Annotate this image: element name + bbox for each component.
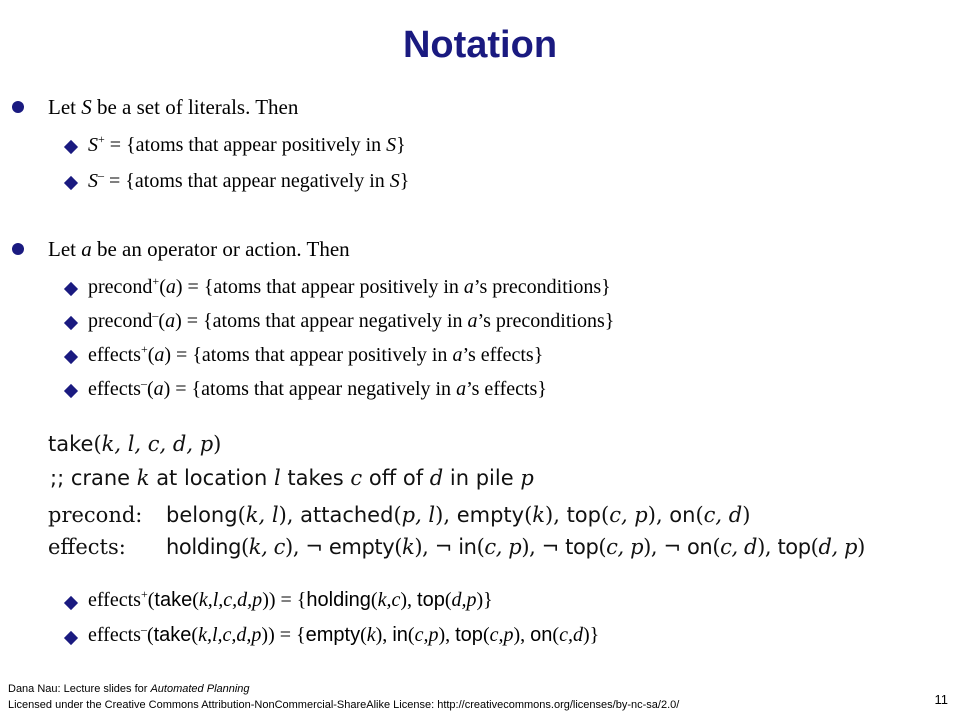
args: k bbox=[402, 535, 415, 559]
text-run: be an operator or action. Then bbox=[91, 237, 350, 261]
effects-minus-take bbox=[88, 624, 599, 647]
license-text: Licensed under the Creative Commons Attribution-NonCommercial-ShareAlike License: http://creativecommons.org/licenses/by-nc-sa/2.0/ bbox=[8, 699, 680, 711]
text-run: precond bbox=[88, 276, 153, 298]
text-run: ( bbox=[407, 624, 415, 646]
text-run: ), bbox=[513, 624, 531, 646]
var-a: a bbox=[463, 276, 474, 298]
text-run: effects bbox=[88, 344, 141, 366]
separator: ), bbox=[414, 535, 435, 559]
text-run: precond bbox=[88, 310, 153, 332]
text-run: ( bbox=[482, 624, 490, 646]
circle-bullet-icon bbox=[12, 243, 24, 255]
predicate: belong bbox=[166, 503, 238, 527]
separator: ), bbox=[647, 503, 670, 527]
diamond-bullet-icon bbox=[64, 316, 78, 330]
operator-params: k, l, c, d, p bbox=[101, 432, 214, 456]
var-a: a bbox=[467, 310, 478, 332]
predicate: holding bbox=[306, 589, 371, 611]
var-s: S bbox=[389, 170, 400, 192]
superscript: – bbox=[140, 622, 147, 636]
var: p bbox=[520, 466, 534, 490]
paren: ) bbox=[213, 432, 222, 456]
superscript: + bbox=[152, 274, 160, 288]
predicate: holding bbox=[166, 535, 241, 559]
predicate: empty bbox=[328, 535, 395, 559]
diamond-bullet-icon bbox=[64, 350, 78, 364]
separator: ), bbox=[643, 535, 664, 559]
text-run: ( bbox=[444, 589, 452, 611]
text-run: )) = { bbox=[261, 624, 306, 646]
superscript: – bbox=[152, 308, 159, 322]
precond-plus-definition bbox=[88, 276, 611, 299]
paren: ( bbox=[476, 535, 485, 559]
predicate: top bbox=[417, 589, 445, 611]
text-run: ( bbox=[192, 589, 199, 611]
comment-text: takes bbox=[280, 466, 351, 490]
var: l bbox=[273, 466, 281, 490]
text-run: ) = {atoms that appear negatively in bbox=[175, 310, 468, 332]
var-s: S bbox=[88, 134, 98, 156]
args: c, d bbox=[720, 535, 758, 559]
text-run: ( bbox=[159, 276, 166, 298]
var-a: a bbox=[154, 344, 165, 366]
var: c bbox=[350, 466, 363, 490]
book-title: Automated Planning bbox=[150, 683, 250, 695]
separator: ), bbox=[545, 503, 567, 527]
text-run: effects bbox=[88, 378, 141, 400]
superscript: + bbox=[140, 342, 148, 356]
comment-text: at location bbox=[149, 466, 274, 490]
args: k, l bbox=[245, 503, 279, 527]
footer-text: Dana Nau: Lecture slides for bbox=[8, 683, 151, 695]
diamond-bullet-icon bbox=[64, 140, 78, 154]
text-run: ) = {atoms that appear negatively in bbox=[163, 378, 457, 400]
text-run: ( bbox=[552, 624, 560, 646]
separator: ), bbox=[435, 503, 457, 527]
superscript: + bbox=[98, 132, 105, 146]
effects-plus-take bbox=[88, 589, 493, 612]
negation: ¬ bbox=[541, 535, 566, 559]
negation: ¬ bbox=[305, 535, 329, 559]
paren: ( bbox=[93, 432, 102, 456]
predicate: on bbox=[669, 503, 696, 527]
var-a: a bbox=[452, 344, 463, 366]
paren: ( bbox=[810, 535, 819, 559]
superscript: – bbox=[98, 168, 104, 182]
operator-name: take bbox=[153, 624, 192, 646]
text-run: effects bbox=[88, 624, 141, 646]
operator-precond bbox=[48, 503, 750, 527]
args: p, l bbox=[401, 503, 436, 527]
text-run: = {atoms that appear positively in bbox=[104, 134, 387, 156]
var-a: a bbox=[153, 378, 164, 400]
precond-minus-definition bbox=[88, 310, 614, 333]
text-run: be a set of literals. Then bbox=[91, 95, 299, 119]
effects-minus-definition bbox=[88, 378, 547, 401]
text-run: ), bbox=[438, 624, 456, 646]
paren: ( bbox=[712, 535, 721, 559]
separator: ), bbox=[278, 503, 301, 527]
text-run: ’s preconditions} bbox=[477, 310, 615, 332]
effects-label: effects: bbox=[48, 535, 126, 559]
paren: ( bbox=[600, 503, 610, 527]
effects-plus-definition bbox=[88, 344, 543, 367]
separator: ), bbox=[285, 535, 306, 559]
text-run: effects bbox=[88, 589, 141, 611]
text-run: Let bbox=[48, 237, 82, 261]
separator: ), bbox=[757, 535, 778, 559]
text-run: Let bbox=[48, 95, 82, 119]
predicate: top bbox=[566, 503, 601, 527]
slide-title: Notation bbox=[402, 24, 558, 66]
s-plus-definition bbox=[88, 134, 406, 157]
text-run: ( bbox=[146, 378, 154, 400]
args: c,d bbox=[559, 624, 583, 646]
paren: ) bbox=[857, 535, 865, 559]
predicate: on bbox=[686, 535, 713, 559]
text-run: ), bbox=[375, 624, 393, 646]
operator-name: take bbox=[48, 432, 94, 456]
superscript: – bbox=[140, 376, 147, 390]
diamond-bullet-icon bbox=[64, 384, 78, 398]
var-s: S bbox=[88, 170, 98, 192]
text-run: ( bbox=[158, 310, 166, 332]
diamond-bullet-icon bbox=[64, 596, 78, 610]
paren: ( bbox=[393, 503, 402, 527]
page-number: 11 bbox=[934, 692, 948, 707]
paren: ( bbox=[394, 535, 403, 559]
paren: ) bbox=[742, 503, 751, 527]
text-run: ( bbox=[147, 589, 155, 611]
text-run: ( bbox=[147, 344, 155, 366]
args: d,p bbox=[451, 589, 477, 611]
paren: ( bbox=[241, 535, 249, 559]
text-run: = {atoms that appear negatively in bbox=[104, 170, 390, 192]
operator-comment bbox=[50, 466, 534, 490]
args: k,l,c,d,p bbox=[198, 624, 262, 646]
var-a: a bbox=[165, 276, 176, 298]
text-run: ) = {atoms that appear positively in bbox=[175, 276, 464, 298]
text-run: } bbox=[396, 134, 406, 156]
operators-intro bbox=[48, 237, 350, 262]
text-run: )} bbox=[476, 589, 493, 611]
diamond-bullet-icon bbox=[64, 282, 78, 296]
predicate: empty bbox=[456, 503, 525, 527]
text-run: ( bbox=[146, 624, 154, 646]
operator-name: take bbox=[154, 589, 193, 611]
s-minus-definition bbox=[88, 170, 409, 193]
circle-bullet-icon bbox=[12, 101, 24, 113]
text-run: ( bbox=[191, 624, 199, 646]
paren: ( bbox=[598, 535, 607, 559]
comment-text: ;; crane bbox=[50, 466, 137, 490]
var: d bbox=[429, 466, 444, 490]
text-run: ) = {atoms that appear positively in bbox=[164, 344, 453, 366]
args: c,p bbox=[414, 624, 439, 646]
text-run: )} bbox=[582, 624, 600, 646]
text-run: ( bbox=[370, 589, 378, 611]
args: c,p bbox=[489, 624, 514, 646]
text-run: ( bbox=[360, 624, 367, 646]
args: c, p bbox=[609, 503, 648, 527]
literals-intro bbox=[48, 95, 298, 120]
predicate: top bbox=[565, 535, 599, 559]
var-s: S bbox=[81, 95, 92, 119]
footer-license bbox=[8, 699, 679, 711]
predicate: empty bbox=[305, 624, 361, 646]
separator: ), bbox=[521, 535, 542, 559]
superscript: + bbox=[140, 587, 148, 601]
predicate: top bbox=[455, 624, 483, 646]
predicate: attached bbox=[300, 503, 394, 527]
text-run: ’s preconditions} bbox=[473, 276, 611, 298]
args: k bbox=[532, 503, 546, 527]
text-run: } bbox=[399, 170, 410, 192]
predicate: on bbox=[530, 624, 553, 646]
negation: ¬ bbox=[663, 535, 687, 559]
text-run: ), bbox=[400, 589, 418, 611]
paren: ( bbox=[524, 503, 533, 527]
predicate: in bbox=[458, 535, 477, 559]
text-run: )) = { bbox=[262, 589, 307, 611]
var-a: a bbox=[81, 237, 92, 261]
precond-label: precond: bbox=[48, 503, 143, 527]
args: c, p bbox=[606, 535, 644, 559]
args: k, c bbox=[248, 535, 286, 559]
comment-text: in pile bbox=[443, 466, 521, 490]
text-run: ’s effects} bbox=[462, 344, 544, 366]
args: d, p bbox=[818, 535, 858, 559]
predicate: top bbox=[777, 535, 811, 559]
paren: ( bbox=[695, 503, 704, 527]
var-s: S bbox=[386, 134, 397, 156]
text-run: ’s effects} bbox=[466, 378, 547, 400]
diamond-bullet-icon bbox=[64, 631, 78, 645]
predicate: in bbox=[392, 624, 408, 646]
args: k,l,c,d,p bbox=[198, 589, 263, 611]
paren: ( bbox=[237, 503, 246, 527]
operator-head bbox=[48, 432, 221, 456]
var-a: a bbox=[456, 378, 467, 400]
args: c, d bbox=[703, 503, 743, 527]
operator-effects bbox=[48, 535, 865, 559]
var: k bbox=[136, 466, 150, 490]
negation: ¬ bbox=[434, 535, 459, 559]
diamond-bullet-icon bbox=[64, 176, 78, 190]
args: c, p bbox=[484, 535, 522, 559]
footer-credit bbox=[8, 683, 250, 695]
args: k,c bbox=[377, 589, 401, 611]
args: k bbox=[366, 624, 376, 646]
comment-text: off of bbox=[362, 466, 430, 490]
var-a: a bbox=[165, 310, 176, 332]
